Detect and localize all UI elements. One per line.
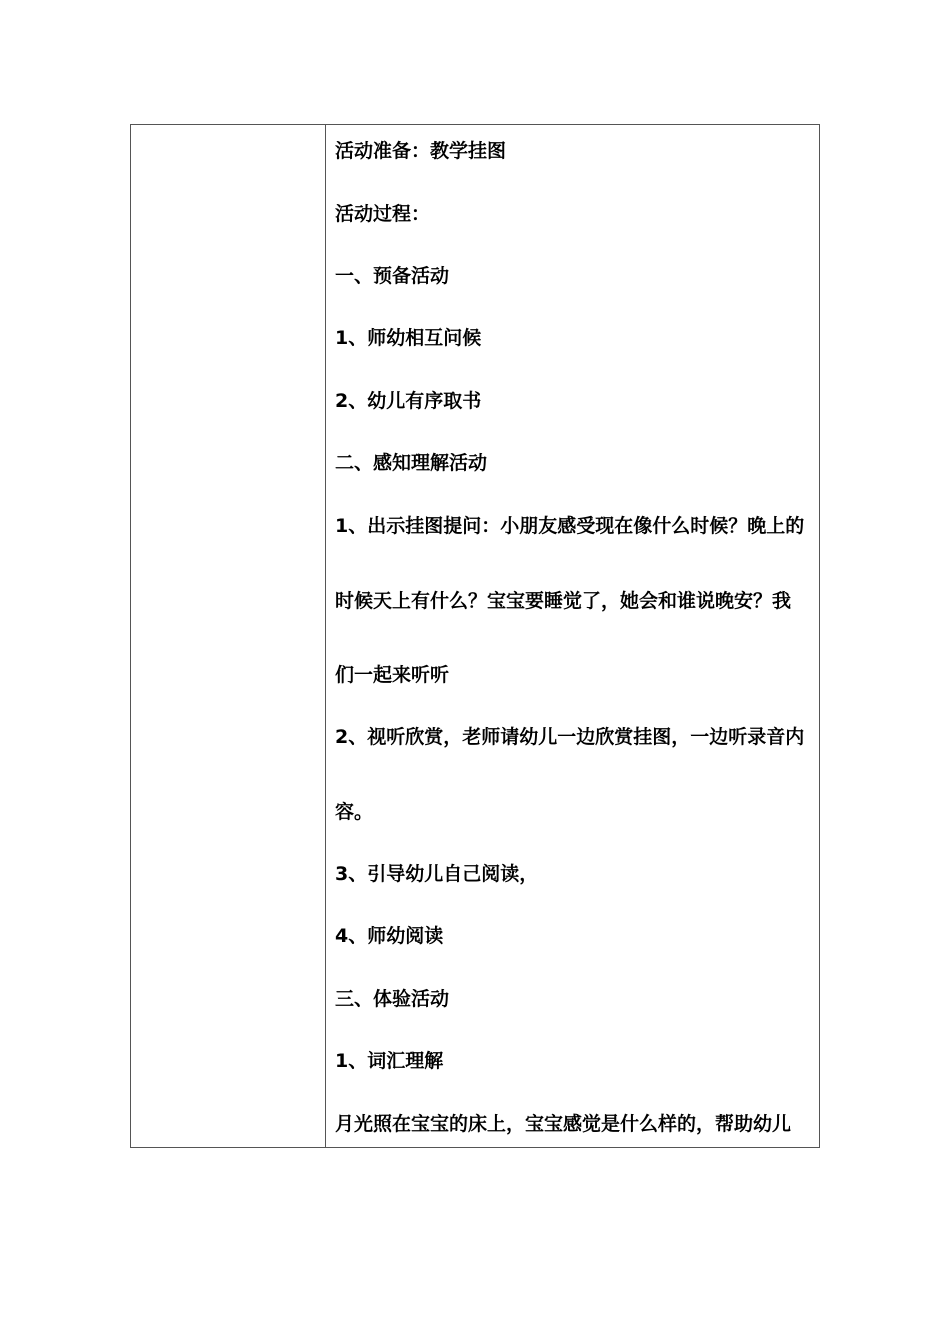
text-line: 4、师幼阅读: [335, 925, 444, 947]
text-line: 二、感知理解活动: [335, 452, 488, 474]
table-label-cell: [131, 125, 326, 1147]
text-line: 1、词汇理解: [335, 1050, 444, 1072]
table-content-cell: [326, 125, 819, 1147]
text-line: 1、出示挂图提问：小朋友感受现在像什么时候？晚上的: [335, 515, 805, 537]
text-line: 一、预备活动: [335, 265, 450, 287]
text-line: 容。: [335, 801, 374, 823]
text-line: 3、引导幼儿自己阅读，: [335, 863, 539, 885]
text-line: 1、师幼相互问候: [335, 327, 482, 349]
text-line: 三、体验活动: [335, 988, 450, 1010]
lesson-plan-table: [130, 124, 820, 1148]
text-line: 2、视听欣赏，老师请幼儿一边欣赏挂图，一边听录音内: [335, 726, 805, 748]
text-line: 时候天上有什么？宝宝要睡觉了，她会和谁说晚安？我: [335, 590, 792, 612]
text-line: 2、幼儿有序取书: [335, 390, 482, 412]
text-line: 们一起来听听: [335, 664, 450, 686]
text-line: 活动过程：: [335, 203, 431, 225]
text-line: 活动准备：教学挂图: [335, 140, 507, 162]
text-line: 月光照在宝宝的床上，宝宝感觉是什么样的，帮助幼儿: [335, 1113, 792, 1135]
